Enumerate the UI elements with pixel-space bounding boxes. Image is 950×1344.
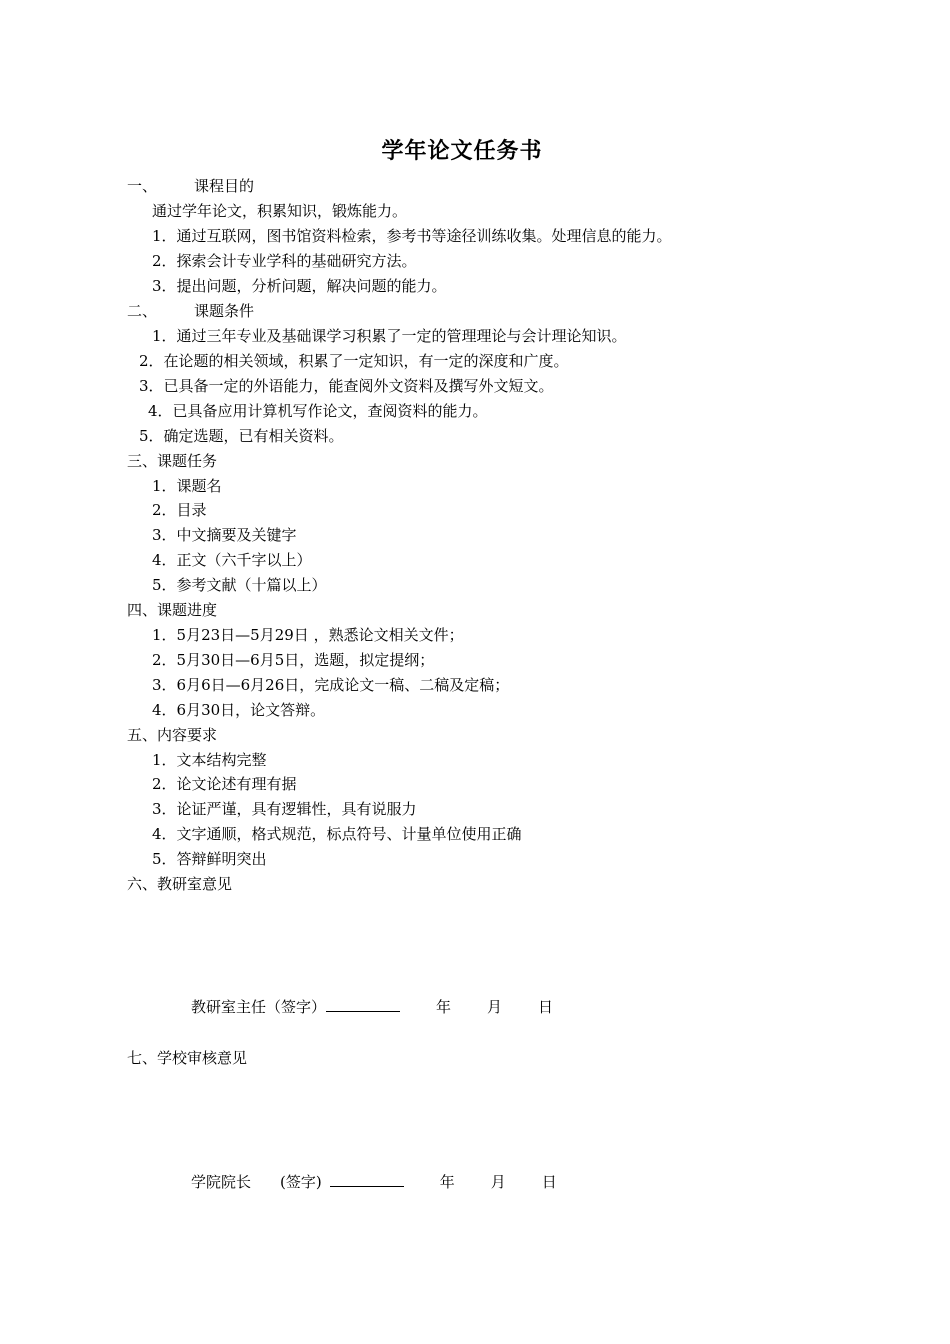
section-3-item: 2．目录 (152, 501, 207, 519)
section-3-item: 3．中文摘要及关键字 (152, 526, 297, 544)
section-2-heading (127, 301, 254, 321)
section-1-item: 1．通过互联网，图书馆资料检索，参考书等途径训练收集。处理信息的能力。 (152, 227, 672, 245)
director-month-label: 月 (487, 998, 503, 1016)
dean-sign-label: 学院院长 (191, 1173, 252, 1191)
section-5-item: 2．论文论述有理有据 (152, 775, 297, 793)
section-5-item: 3．论证严谨，具有逻辑性，具有说服力 (152, 800, 417, 818)
section-4-item: 3．6月6日—6月26日，完成论文一稿、二稿及定稿； (152, 676, 510, 694)
section-2-item: 3．已具备一定的外语能力，能查阅外文资料及撰写外文短文。 (139, 377, 554, 395)
section-5-heading: 五、内容要求 (127, 726, 218, 744)
section-1-intro: 通过学年论文，积累知识，锻炼能力。 (152, 202, 408, 220)
section-3-item: 1．课题名 (152, 477, 222, 495)
dean-signature-line (191, 1172, 557, 1192)
section-2-title: 课题条件 (194, 302, 255, 320)
section-4-item: 2．5月30日—6月5日，选题，拟定提纲； (152, 651, 435, 669)
section-5-item: 1．文本结构完整 (152, 751, 267, 769)
document-title: 学年论文任务书 (381, 139, 543, 164)
section-5-item: 5．答辩鲜明突出 (152, 850, 267, 868)
section-2-item: 2．在论题的相关领域，积累了一定知识，有一定的深度和广度。 (139, 352, 569, 370)
section-4-heading: 四、课题进度 (127, 601, 218, 619)
director-day-label: 日 (538, 998, 554, 1016)
section-1-title: 课程目的 (194, 177, 255, 195)
director-signature-blank[interactable] (326, 997, 400, 1012)
section-3-heading: 三、课题任务 (127, 452, 218, 470)
section-6-heading: 六、教研室意见 (127, 875, 233, 893)
section-1-number: 一、 (127, 177, 158, 195)
section-1-item: 3．提出问题，分析问题，解决问题的能力。 (152, 277, 447, 295)
section-2-item: 5．确定选题，已有相关资料。 (139, 427, 344, 445)
director-sign-label: 教研室主任（签字） (191, 998, 327, 1016)
section-5-item: 4．文字通顺，格式规范，标点符号、计量单位使用正确 (152, 825, 522, 843)
section-1-heading (127, 176, 254, 196)
dean-year-label: 年 (439, 1173, 455, 1191)
director-year-label: 年 (436, 998, 452, 1016)
section-2-item: 4．已具备应用计算机写作论文，查阅资料的能力。 (148, 402, 488, 420)
section-2-item: 1．通过三年专业及基础课学习积累了一定的管理理论与会计理论知识。 (152, 327, 627, 345)
section-3-item: 5．参考文献（十篇以上） (152, 576, 327, 594)
director-signature-line (191, 997, 553, 1017)
dean-sign-suffix: (签字) (280, 1173, 322, 1191)
section-7-heading: 七、学校审核意见 (127, 1049, 248, 1067)
section-3-item: 4．正文（六千字以上） (152, 551, 312, 569)
dean-signature-blank[interactable] (330, 1172, 404, 1187)
dean-month-label: 月 (490, 1173, 506, 1191)
section-4-item: 1．5月23日—5月29日 ，熟悉论文相关文件； (152, 626, 464, 644)
dean-day-label: 日 (541, 1173, 557, 1191)
section-1-item: 2．探索会计专业学科的基础研究方法。 (152, 252, 417, 270)
section-2-number: 二、 (127, 302, 158, 320)
section-4-item: 4．6月30日，论文答辩。 (152, 701, 326, 719)
